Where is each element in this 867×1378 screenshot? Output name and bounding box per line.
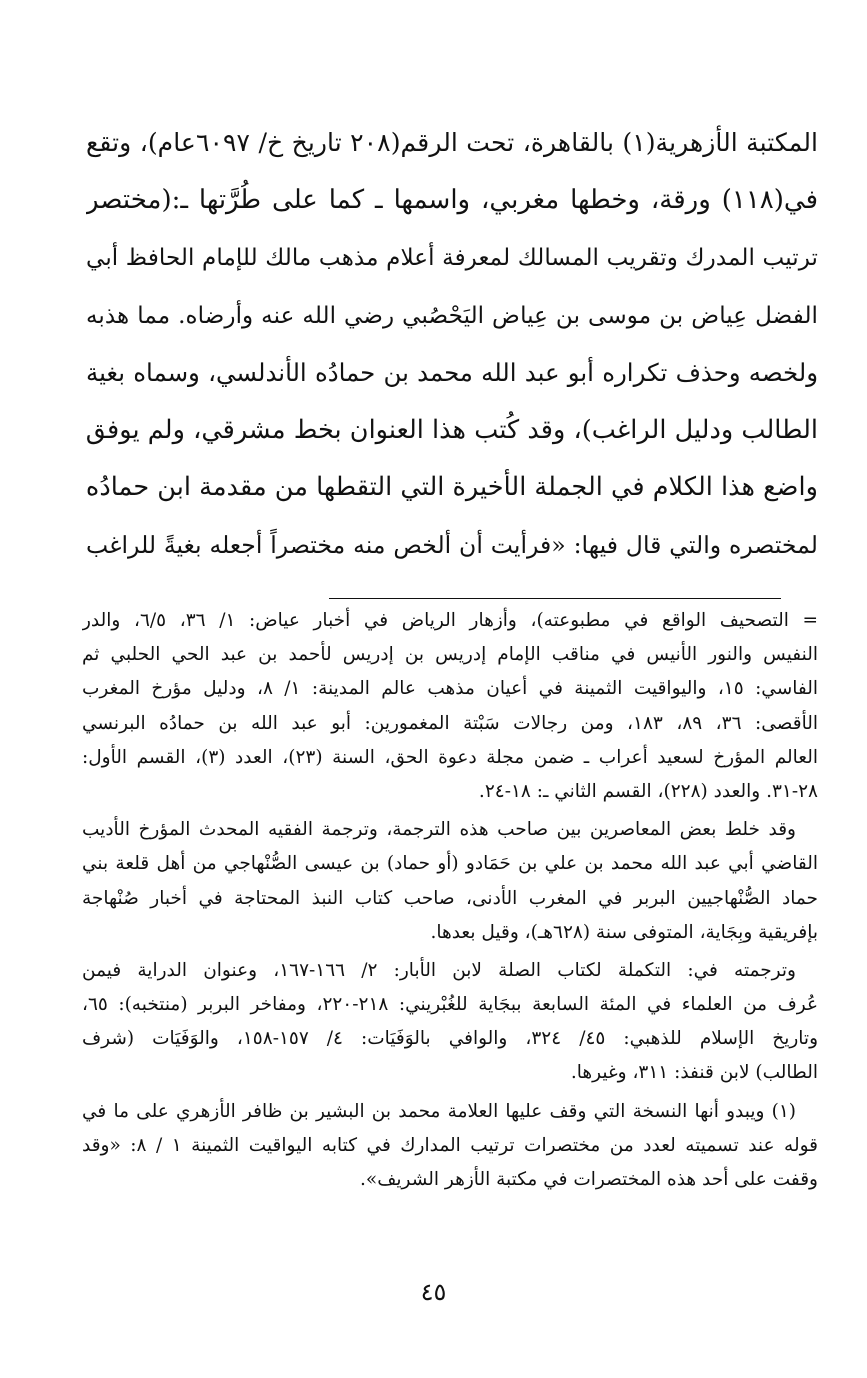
footnote-continuation-line: الفاسي: ١٥، واليواقيت الثمينة في أعيان مذهب عالم المدينة: ١/ ٨، ودليل مؤرخ المغرب	[82, 678, 818, 700]
footnote-paragraph-line: وترجمته في: التكملة لكتاب الصلة لابن الأبار: ٢/ ١٦٦-١٦٧، وعنوان الدراية فيمن	[82, 959, 796, 981]
footnote-continuation-line: العالم المؤرخ لسعيد أعراب ـ ضمن مجلة دعوة الحق، السنة (٢٣)، العدد (٣)، القسم الأول:	[82, 746, 818, 768]
footnote-1-line: قوله عند تسميته لعدد من مختصرات ترتيب المدارك في كتابه اليواقيت الثمينة ١ / ٨: «وقد	[82, 1134, 818, 1156]
main-text-line: المكتبة الأزهرية(١) بالقاهرة، تحت الرقم(٢٠٨ تاريخ خ/ ٦٠٩٧عام)، وتقع	[86, 128, 818, 157]
footnote-paragraph-line: وقد خلط بعض المعاصرين بين صاحب هذه الترجمة، وترجمة الفقيه المحدث المؤرخ الأديب	[82, 819, 796, 841]
main-text-line: الطالب ودليل الراغب)، وقد كُتب هذا العنوان بخط مشرقي، ولم يوفق	[86, 414, 818, 445]
page-number: ٤٥	[420, 1278, 447, 1306]
footnotes-block	[82, 604, 818, 1197]
main-text-line: واضع هذا الكلام في الجملة الأخيرة التي التقطها من مقدمة ابن حمادُه	[86, 472, 818, 502]
main-text-line: لمختصره والتي قال فيها: «فرأيت أن ألخص منه مختصراً أجعله بغيةً للراغب	[86, 530, 818, 559]
footnote-paragraph-line: حماد الصُّنْهاجيين البربر في المغرب الأدنى، صاحب كتاب النبذ المحتاجة في أخبار صُنْهاجة	[82, 887, 818, 909]
footnote-1-line: وقفت على أحد هذه المختصرات في مكتبة الأزهر الشريف».	[360, 1169, 818, 1190]
main-text-block	[86, 114, 818, 574]
footnote-continuation-line: = التصحيف الواقع في مطبوعته)، وأزهار الرياض في أخبار عياض: ١/ ٣٦، ٦/٥، والدر	[82, 610, 818, 631]
footnote-paragraph-line: القاضي أبي عبد الله محمد بن علي بن حَمَادو (أو حماد) بن عيسى الصُّنْهاجي من أهل قلعة بني	[82, 853, 818, 875]
footnote-continuation-line: الأقصى: ٣٦، ٨٩، ١٨٣، ومن رجالات سَبْتة المغمورين: أبو عبد الله بن حمادُه البرنسي	[82, 712, 818, 734]
footnote-continuation-line: ٢٨-٣١. والعدد (٢٢٨)، القسم الثاني ـ: ١٨-٢٤.	[478, 780, 818, 802]
footnote-paragraph-line: الطالب) لابن قنفذ: ٣١١، وغيرها.	[570, 1062, 818, 1084]
main-text-line: ولخصه وحذف تكراره أبو عبد الله محمد بن حمادُه الأندلسي، وسماه بغية	[86, 358, 818, 387]
footnote-separator	[329, 598, 781, 599]
footnote-paragraph-line: وتاريخ الإسلام للذهبي: ٤٥/ ٣٢٤، والوافي بالوَفَيَات: ٤/ ١٥٧-١٥٨، والوَفَيَات (شرف	[82, 1028, 818, 1050]
main-text-line: في(١١٨) ورقة، وخطها مغربي، واسمها ـ كما على طُرَّتها ـ:(مختصر	[86, 184, 818, 215]
main-text-line: ترتيب المدرك وتقريب المسالك لمعرفة أعلام مذهب مالك للإمام الحافظ أبي	[86, 244, 818, 271]
footnote-1-line: (١) ويبدو أنها النسخة التي وقف عليها العلامة محمد بن البشير بن ظافر الأزهري على ما في	[82, 1100, 796, 1122]
footnote-continuation-line: النفيس والنور الأنيس في مناقب الإمام إدريس بن إدريس لأحمد بن عبد الحي الحلبي ثم	[82, 644, 818, 666]
footnote-paragraph-line: عُرف من العلماء في المئة السابعة ببجَاية للغُبْريني: ٢١٨-٢٢٠، ومفاخر البربر (منتخبه): ٦٥،	[82, 994, 818, 1016]
main-text-line: الفضل عِياض بن موسى بن عِياض اليَحْصُبي رضي الله عنه وأرضاه. مما هذبه	[86, 301, 818, 329]
footnote-paragraph-line: بإفريقية وبِجَاية، المتوفى سنة (٦٢٨هـ)، وقيل بعدها.	[430, 921, 818, 943]
